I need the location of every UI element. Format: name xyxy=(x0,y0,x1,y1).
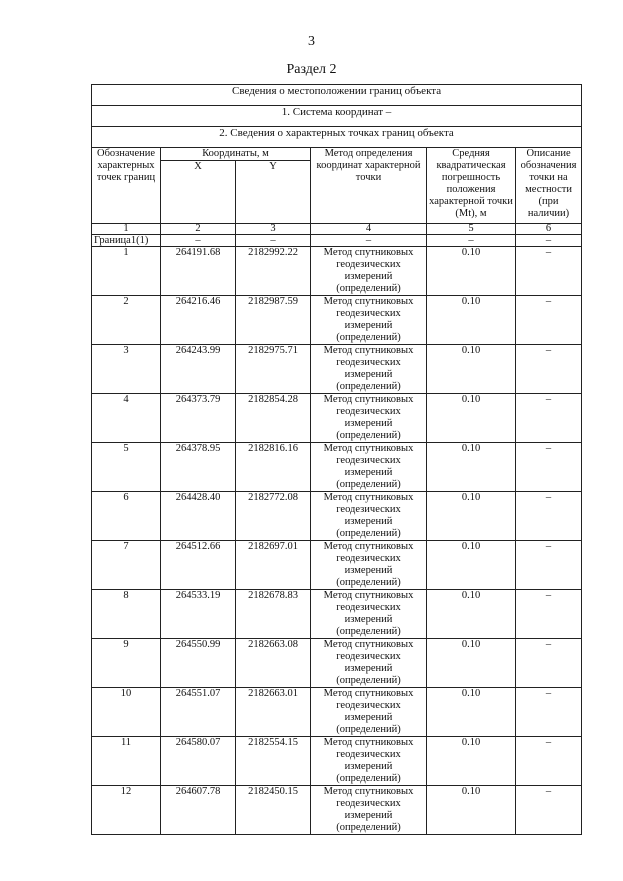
method-cell: Метод спутниковых геодезических измерений (определений) xyxy=(311,394,427,443)
method-cell: Метод спутниковых геодезических измерений (определений) xyxy=(311,492,427,541)
border-y: – xyxy=(236,235,311,247)
point-number: 12 xyxy=(92,786,161,835)
method-cell: Метод спутниковых геодезических измерений (определений) xyxy=(311,443,427,492)
header-designation: Обозначение характерных точек границ xyxy=(92,148,161,224)
coordinate-x: 264243.99 xyxy=(161,345,236,394)
table-row xyxy=(92,737,582,786)
point-number: 11 xyxy=(92,737,161,786)
error-cell: 0.10 xyxy=(427,639,516,688)
coordinate-x: 264373.79 xyxy=(161,394,236,443)
description-cell: – xyxy=(516,639,582,688)
error-cell: 0.10 xyxy=(427,590,516,639)
header-method: Метод определения координат характерной точки xyxy=(311,148,427,224)
page-number: 3 xyxy=(308,34,315,49)
method-cell: Метод спутниковых геодезических измерений (определений) xyxy=(311,737,427,786)
point-number: 2 xyxy=(92,296,161,345)
method-cell: Метод спутниковых геодезических измерений (определений) xyxy=(311,786,427,835)
method-cell: Метод спутниковых геодезических измерений (определений) xyxy=(311,345,427,394)
point-number: 9 xyxy=(92,639,161,688)
coordinate-system: 1. Система координат – xyxy=(92,106,582,127)
method-cell: Метод спутниковых геодезических измерений (определений) xyxy=(311,639,427,688)
table-row xyxy=(92,394,582,443)
point-number: 1 xyxy=(92,247,161,296)
method-cell: Метод спутниковых геодезических измерений (определений) xyxy=(311,296,427,345)
error-cell: 0.10 xyxy=(427,737,516,786)
description-cell: – xyxy=(516,443,582,492)
column-number: 1 xyxy=(92,224,161,235)
boundary-points-table xyxy=(91,84,582,835)
coordinate-x: 264580.07 xyxy=(161,737,236,786)
column-number: 5 xyxy=(427,224,516,235)
coordinate-x: 264551.07 xyxy=(161,688,236,737)
error-cell: 0.10 xyxy=(427,345,516,394)
coordinate-y: 2182854.28 xyxy=(236,394,311,443)
description-cell: – xyxy=(516,492,582,541)
header-coordinates: Координаты, м xyxy=(161,148,311,161)
error-cell: 0.10 xyxy=(427,786,516,835)
header-x: X xyxy=(161,161,236,224)
column-number: 6 xyxy=(516,224,582,235)
coordinate-y: 2182975.71 xyxy=(236,345,311,394)
header-description: Описание обозначения точки на местности (при наличии) xyxy=(516,148,582,224)
coordinate-x: 264533.19 xyxy=(161,590,236,639)
table-row xyxy=(92,688,582,737)
method-cell: Метод спутниковых геодезических измерений (определений) xyxy=(311,590,427,639)
point-number: 6 xyxy=(92,492,161,541)
error-cell: 0.10 xyxy=(427,443,516,492)
description-cell: – xyxy=(516,541,582,590)
table-row xyxy=(92,296,582,345)
table-row xyxy=(92,443,582,492)
point-number: 5 xyxy=(92,443,161,492)
description-cell: – xyxy=(516,688,582,737)
description-cell: – xyxy=(516,394,582,443)
error-cell: 0.10 xyxy=(427,296,516,345)
coordinate-x: 264428.40 xyxy=(161,492,236,541)
coordinate-x: 264512.66 xyxy=(161,541,236,590)
description-cell: – xyxy=(516,345,582,394)
coordinate-y: 2182816.16 xyxy=(236,443,311,492)
table-title: Сведения о местоположении границ объекта xyxy=(92,85,582,106)
point-number: 8 xyxy=(92,590,161,639)
description-cell: – xyxy=(516,737,582,786)
column-number: 2 xyxy=(161,224,236,235)
border-row xyxy=(92,235,582,247)
characteristic-points-heading: 2. Сведения о характерных точках границ объекта xyxy=(92,127,582,148)
description-cell: – xyxy=(516,247,582,296)
method-cell: Метод спутниковых геодезических измерений (определений) xyxy=(311,688,427,737)
table-row xyxy=(92,541,582,590)
column-number: 4 xyxy=(311,224,427,235)
description-cell: – xyxy=(516,296,582,345)
coordinate-x: 264191.68 xyxy=(161,247,236,296)
method-cell: Метод спутниковых геодезических измерений (определений) xyxy=(311,541,427,590)
coordinate-y: 2182987.59 xyxy=(236,296,311,345)
error-cell: 0.10 xyxy=(427,688,516,737)
border-error: – xyxy=(427,235,516,247)
coordinate-x: 264550.99 xyxy=(161,639,236,688)
coordinate-y: 2182697.01 xyxy=(236,541,311,590)
point-number: 4 xyxy=(92,394,161,443)
table-row xyxy=(92,492,582,541)
border-description: – xyxy=(516,235,582,247)
border-name: Граница1(1) xyxy=(92,235,161,247)
table-row xyxy=(92,786,582,835)
coordinate-y: 2182663.08 xyxy=(236,639,311,688)
description-cell: – xyxy=(516,786,582,835)
header-error: Средняя квадратическая погрешность положения характерной точки (Mt), м xyxy=(427,148,516,224)
table-row xyxy=(92,590,582,639)
error-cell: 0.10 xyxy=(427,492,516,541)
coordinate-x: 264378.95 xyxy=(161,443,236,492)
border-x: – xyxy=(161,235,236,247)
description-cell: – xyxy=(516,590,582,639)
error-cell: 0.10 xyxy=(427,394,516,443)
point-number: 10 xyxy=(92,688,161,737)
coordinate-y: 2182554.15 xyxy=(236,737,311,786)
method-cell: Метод спутниковых геодезических измерений (определений) xyxy=(311,247,427,296)
table-row xyxy=(92,345,582,394)
coordinate-y: 2182772.08 xyxy=(236,492,311,541)
coordinate-x: 264216.46 xyxy=(161,296,236,345)
coordinate-y: 2182678.83 xyxy=(236,590,311,639)
coordinate-y: 2182663.01 xyxy=(236,688,311,737)
column-number: 3 xyxy=(236,224,311,235)
table-row xyxy=(92,247,582,296)
point-number: 7 xyxy=(92,541,161,590)
error-cell: 0.10 xyxy=(427,541,516,590)
coordinate-x: 264607.78 xyxy=(161,786,236,835)
header-y: Y xyxy=(236,161,311,224)
error-cell: 0.10 xyxy=(427,247,516,296)
table-row xyxy=(92,639,582,688)
border-method: – xyxy=(311,235,427,247)
coordinate-y: 2182992.22 xyxy=(236,247,311,296)
coordinate-y: 2182450.15 xyxy=(236,786,311,835)
point-number: 3 xyxy=(92,345,161,394)
section-title: Раздел 2 xyxy=(286,62,337,77)
